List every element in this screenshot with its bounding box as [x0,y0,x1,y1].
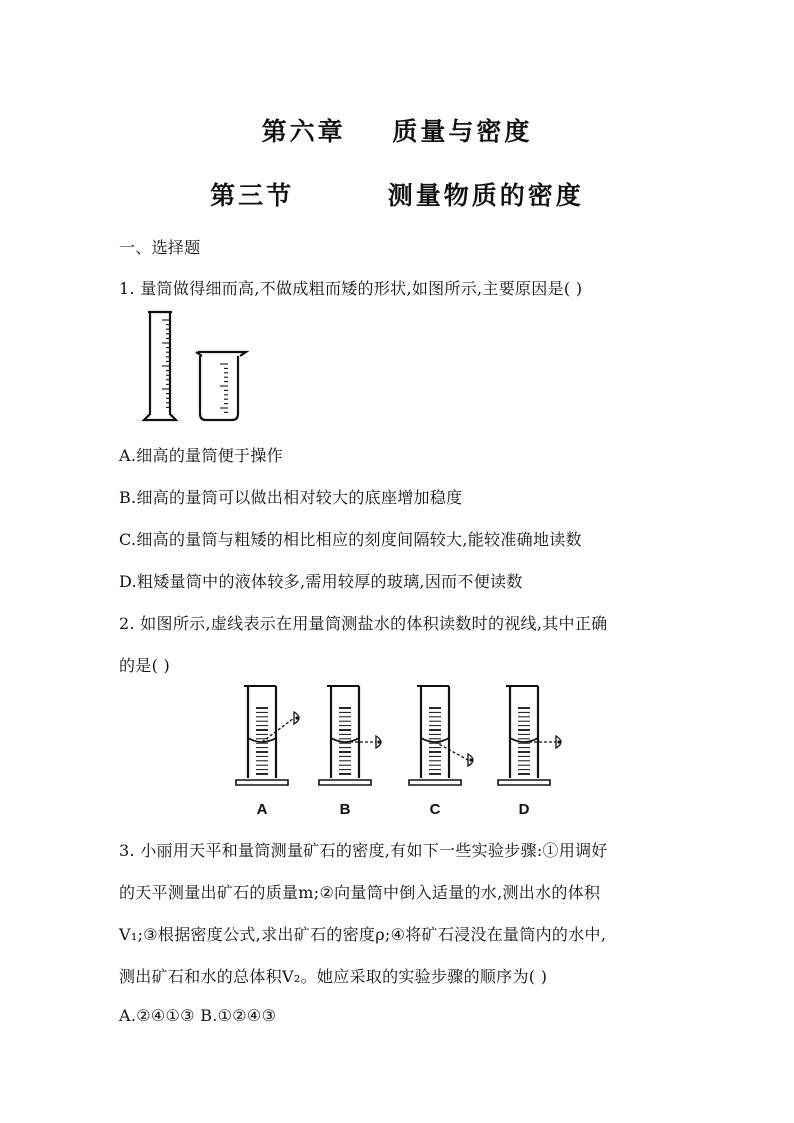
section-title: 第三节 测量物质的密度 [210,181,584,210]
cylinder-beaker-figure [140,308,255,424]
cylinder-a [236,686,299,785]
q1-option-a: A.细高的量筒便于操作 [119,446,283,465]
chapter-title: 第六章 质量与密度 [261,117,533,146]
figure-label-a: A [256,801,268,818]
question-1-stem: 1. 量筒做得细而高,不做成粗而矮的形状,如图所示,主要原因是( ) [119,279,583,298]
q1-option-d: D.粗矮量筒中的液体较多,需用较厚的玻璃,因而不便读数 [119,572,523,591]
question-3-line1: 3. 小丽用天平和量筒测量矿石的密度,有如下一些实验步骤:①用调好 [119,841,608,860]
cylinder-d [498,686,561,785]
question-2-stem-line1: 2. 如图所示,虚线表示在用量筒测盐水的体积读数时的视线,其中正确 [119,614,608,633]
q3-options: A.②④①③ B.①②④③ [119,1006,277,1025]
figure-label-d: D [518,801,530,818]
figure-label-c: C [429,801,441,818]
question-2-stem-line2: 的是( ) [119,656,171,675]
section-heading: 一、选择题 [119,238,201,257]
cylinder-b [319,686,381,785]
figure-label-b: B [339,801,351,818]
question-3-line4: 测出矿石和水的总体积V₂。她应采取的实验步骤的顺序为( ) [119,967,548,986]
question-3-line3: V₁;③根据密度公式,求出矿石的密度ρ;④将矿石浸没在量筒内的水中, [119,925,607,944]
q1-option-c: C.细高的量筒与粗矮的相比相应的刻度间隔较大,能较准确地读数 [119,530,582,549]
cylinder-c [409,686,473,785]
question-3-line2: 的天平测量出矿石的质量m;②向量筒中倒入适量的水,测出水的体积 [119,883,601,902]
reading-lines-figure [228,682,588,794]
q1-option-b: B.细高的量筒可以做出相对较大的底座增加稳度 [119,488,463,507]
